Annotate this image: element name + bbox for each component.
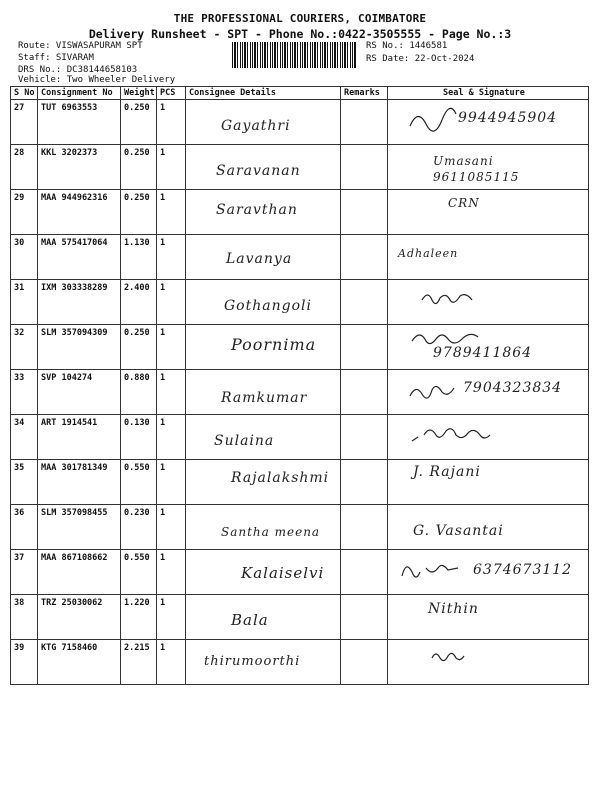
consignment-cell: MAA 944962316 <box>38 190 121 235</box>
col-pcs: PCS <box>157 87 186 100</box>
handwritten-consignee: Bala <box>231 611 269 629</box>
weight-cell: 0.250 <box>121 145 157 190</box>
signature-scribble <box>408 327 488 349</box>
signature-cell <box>388 505 589 550</box>
pcs-cell: 1 <box>157 145 186 190</box>
rs-number: RS No.: 1446581 <box>366 41 448 51</box>
handwritten-signature: Nithin <box>428 601 479 617</box>
consignee-cell <box>186 505 341 550</box>
col-consignee: Consignee Details <box>186 87 341 100</box>
col-consignment: Consignment No <box>38 87 121 100</box>
remarks-cell <box>341 415 388 460</box>
handwritten-signature: 9789411864 <box>433 345 533 361</box>
remarks-cell <box>341 325 388 370</box>
handwritten-signature: J. Rajani <box>413 464 481 480</box>
runsheet-subtitle: Delivery Runsheet - SPT - Phone No.:0422-3505555 - Page No.:3 <box>88 27 512 41</box>
consignment-cell: SLM 357098455 <box>38 505 121 550</box>
signature-cell <box>388 235 589 280</box>
consignee-cell <box>186 190 341 235</box>
col-signature: Seal & Signature <box>388 87 589 100</box>
consignment-cell: MAA 575417064 <box>38 235 121 280</box>
pcs-cell: 1 <box>157 235 186 280</box>
drs-label: DRS No.: DC38144658103 <box>18 65 138 75</box>
pcs-cell: 1 <box>157 460 186 505</box>
consignment-cell: MAA 867108662 <box>38 550 121 595</box>
table-row <box>11 100 589 145</box>
table-row <box>11 460 589 505</box>
consignment-cell: SLM 357094309 <box>38 325 121 370</box>
signature-cell <box>388 190 589 235</box>
sno-cell: 39 <box>11 640 38 685</box>
vehicle-label: Vehicle: Two Wheeler Delivery <box>18 75 176 85</box>
sno-cell: 37 <box>11 550 38 595</box>
handwritten-signature: CRN <box>448 196 480 210</box>
col-remarks: Remarks <box>341 87 388 100</box>
sno-cell: 35 <box>11 460 38 505</box>
barcode-image <box>232 42 356 68</box>
staff-label: Staff: SIVARAM <box>18 53 94 63</box>
pcs-cell: 1 <box>157 640 186 685</box>
remarks-cell <box>341 370 388 415</box>
handwritten-consignee: Saravthan <box>216 202 298 218</box>
consignment-cell: TRZ 25030062 <box>38 595 121 640</box>
handwritten-signature: 9944945904 <box>458 110 558 126</box>
route-label: Route: VISWASAPURAM SPT <box>18 41 143 51</box>
signature-cell <box>388 640 589 685</box>
weight-cell: 0.250 <box>121 100 157 145</box>
consignee-cell <box>186 370 341 415</box>
signature-scribble <box>428 646 468 666</box>
consignment-cell: SVP 104274 <box>38 370 121 415</box>
weight-cell: 2.400 <box>121 280 157 325</box>
weight-cell: 0.250 <box>121 190 157 235</box>
company-title: THE PROFESSIONAL COURIERS, COIMBATORE <box>173 12 427 25</box>
remarks-cell <box>341 550 388 595</box>
signature-scribble <box>408 421 508 447</box>
remarks-cell <box>341 460 388 505</box>
table-row <box>11 370 589 415</box>
col-sno: S No <box>11 87 38 100</box>
weight-cell: 0.550 <box>121 460 157 505</box>
weight-cell: 0.130 <box>121 415 157 460</box>
weight-cell: 2.215 <box>121 640 157 685</box>
signature-scribble <box>408 106 458 136</box>
rs-date: RS Date: 22-Oct-2024 <box>366 54 475 64</box>
pcs-cell: 1 <box>157 505 186 550</box>
remarks-cell <box>341 595 388 640</box>
signature-cell <box>388 145 589 190</box>
sno-cell: 27 <box>11 100 38 145</box>
signature-cell <box>388 415 589 460</box>
signature-scribble <box>398 556 474 584</box>
sno-cell: 28 <box>11 145 38 190</box>
remarks-cell <box>341 100 388 145</box>
pcs-cell: 1 <box>157 280 186 325</box>
sno-cell: 34 <box>11 415 38 460</box>
consignment-cell: MAA 301781349 <box>38 460 121 505</box>
handwritten-consignee: Lavanya <box>226 251 293 267</box>
signature-cell <box>388 370 589 415</box>
table-row <box>11 595 589 640</box>
consignment-cell: KTG 7158460 <box>38 640 121 685</box>
handwritten-consignee: Ramkumar <box>221 390 308 406</box>
sno-cell: 33 <box>11 370 38 415</box>
table-row <box>11 415 589 460</box>
handwritten-consignee: Rajalakshmi <box>231 470 330 486</box>
sno-cell: 38 <box>11 595 38 640</box>
pcs-cell: 1 <box>157 550 186 595</box>
signature-scribble <box>418 286 478 310</box>
signature-scribble <box>406 378 464 404</box>
handwritten-consignee: Saravanan <box>216 163 301 179</box>
table-row <box>11 190 589 235</box>
weight-cell: 1.220 <box>121 595 157 640</box>
table-row <box>11 550 589 595</box>
handwritten-consignee: Sulaina <box>214 433 275 449</box>
pcs-cell: 1 <box>157 190 186 235</box>
table-row <box>11 280 589 325</box>
table-header-row <box>11 87 589 100</box>
consignee-cell <box>186 460 341 505</box>
remarks-cell <box>341 235 388 280</box>
table-row <box>11 235 589 280</box>
pcs-cell: 1 <box>157 100 186 145</box>
consignee-cell <box>186 235 341 280</box>
sno-cell: 31 <box>11 280 38 325</box>
handwritten-consignee: Poornima <box>231 335 317 354</box>
consignee-cell <box>186 145 341 190</box>
handwritten-signature: G. Vasantai <box>413 523 504 539</box>
signature-cell <box>388 550 589 595</box>
remarks-cell <box>341 190 388 235</box>
sno-cell: 30 <box>11 235 38 280</box>
consignee-cell <box>186 100 341 145</box>
handwritten-consignee: thirumoorthi <box>204 654 301 669</box>
remarks-cell <box>341 145 388 190</box>
weight-cell: 0.230 <box>121 505 157 550</box>
remarks-cell <box>341 640 388 685</box>
weight-cell: 0.550 <box>121 550 157 595</box>
consignee-cell <box>186 325 341 370</box>
weight-cell: 0.880 <box>121 370 157 415</box>
handwritten-consignee: Gothangoli <box>224 298 312 314</box>
consignment-cell: TUT 6963553 <box>38 100 121 145</box>
table-row <box>11 640 589 685</box>
table-row <box>11 325 589 370</box>
handwritten-consignee: Santha meena <box>221 525 321 539</box>
sno-cell: 29 <box>11 190 38 235</box>
consignment-cell: IXM 303338289 <box>38 280 121 325</box>
handwritten-signature: 7904323834 <box>463 380 563 396</box>
signature-cell <box>388 100 589 145</box>
consignee-cell <box>186 280 341 325</box>
sno-cell: 32 <box>11 325 38 370</box>
consignment-cell: KKL 3202373 <box>38 145 121 190</box>
pcs-cell: 1 <box>157 415 186 460</box>
signature-cell <box>388 460 589 505</box>
weight-cell: 1.130 <box>121 235 157 280</box>
consignment-cell: ART 1914541 <box>38 415 121 460</box>
col-weight: Weight <box>121 87 157 100</box>
handwritten-signature: 6374673112 <box>473 562 573 578</box>
table-row <box>11 505 589 550</box>
pcs-cell: 1 <box>157 325 186 370</box>
table-row <box>11 145 589 190</box>
consignee-cell <box>186 595 341 640</box>
remarks-cell <box>341 505 388 550</box>
pcs-cell: 1 <box>157 370 186 415</box>
signature-cell <box>388 595 589 640</box>
consignee-cell <box>186 550 341 595</box>
signature-cell <box>388 280 589 325</box>
handwritten-signature: Umasani 9611085115 <box>433 154 520 184</box>
runsheet-table <box>10 86 589 685</box>
handwritten-consignee: Gayathri <box>221 118 291 134</box>
signature-cell <box>388 325 589 370</box>
consignee-cell <box>186 640 341 685</box>
handwritten-consignee: Kalaiselvi <box>241 564 325 582</box>
weight-cell: 0.250 <box>121 325 157 370</box>
pcs-cell: 1 <box>157 595 186 640</box>
remarks-cell <box>341 280 388 325</box>
consignee-cell <box>186 415 341 460</box>
handwritten-signature: Adhaleen <box>398 247 459 260</box>
sno-cell: 36 <box>11 505 38 550</box>
